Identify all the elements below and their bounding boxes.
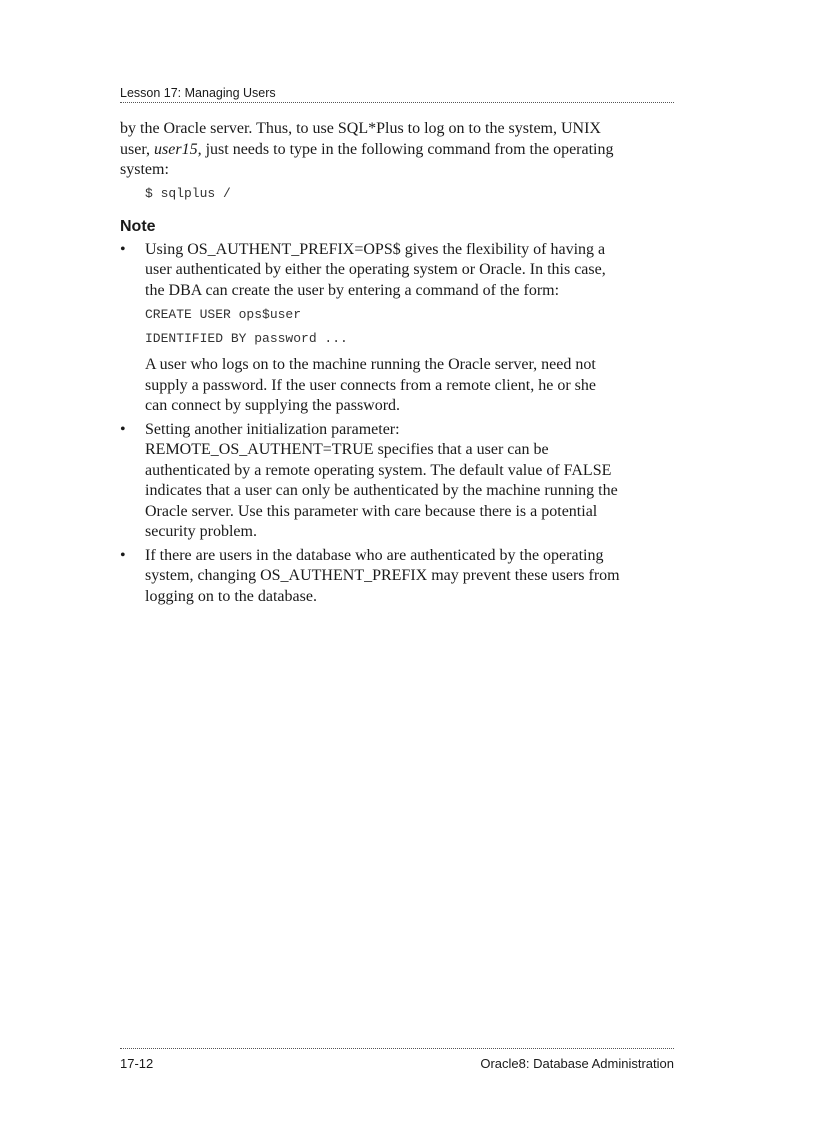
intro-paragraph — [120, 119, 620, 181]
user-name: user15, — [154, 140, 202, 158]
intro-text-before: by the Oracle server. Thus, to use SQL*Plus to log on to the system, UNIX user, — [120, 120, 601, 158]
code-line: IDENTIFIED BY password ... — [145, 331, 348, 346]
note-item-text: A user who logs on to the machine running the Oracle server, need not supply a password. If the user connects from a remote client, he or she can connect by supplying the password. — [145, 356, 596, 414]
page-number: 17-12 — [120, 1056, 154, 1071]
note-item-text: • Using OS_AUTHENT_PREFIX=OPS$ gives the flexibility of having a user authenticated by either the operating system or Oracle. In this case, the DBA can create the user by entering a command of the form: — [145, 240, 606, 299]
page-header — [120, 85, 674, 103]
sqlplus-command: $ sqlplus / — [145, 185, 231, 201]
note-item-text: • If there are users in the database who are authenticated by the operating system, changing OS_AUTHENT_PREFIX may prevent these users from logging on to the database. — [145, 546, 620, 605]
page-body — [120, 119, 620, 607]
note-item-text: • Setting another initialization parameter: — [145, 420, 400, 438]
note-item — [120, 546, 620, 608]
intro-text-after: just needs to type in the following command from the operating system: — [120, 140, 614, 178]
header-divider — [120, 102, 674, 103]
note-heading: Note — [120, 217, 156, 235]
lesson-title: Lesson 17: Managing Users — [120, 86, 276, 100]
footer-row — [120, 1056, 674, 1071]
note-item — [120, 420, 620, 543]
note-list — [120, 240, 620, 608]
note-item-text: REMOTE_OS_AUTHENT=TRUE specifies that a user can be authenticated by a remote operating system. The default value of FALSE indicates that a user can only be authenticated by the machine running the Oracle server. Use this parameter with care because there is a potential security problem. — [145, 441, 618, 540]
note-item — [120, 240, 620, 417]
footer-divider — [120, 1048, 674, 1049]
page-footer — [120, 1047, 674, 1071]
code-line: CREATE USER ops$user — [145, 307, 302, 322]
book-title: Oracle8: Database Administration — [480, 1056, 674, 1071]
